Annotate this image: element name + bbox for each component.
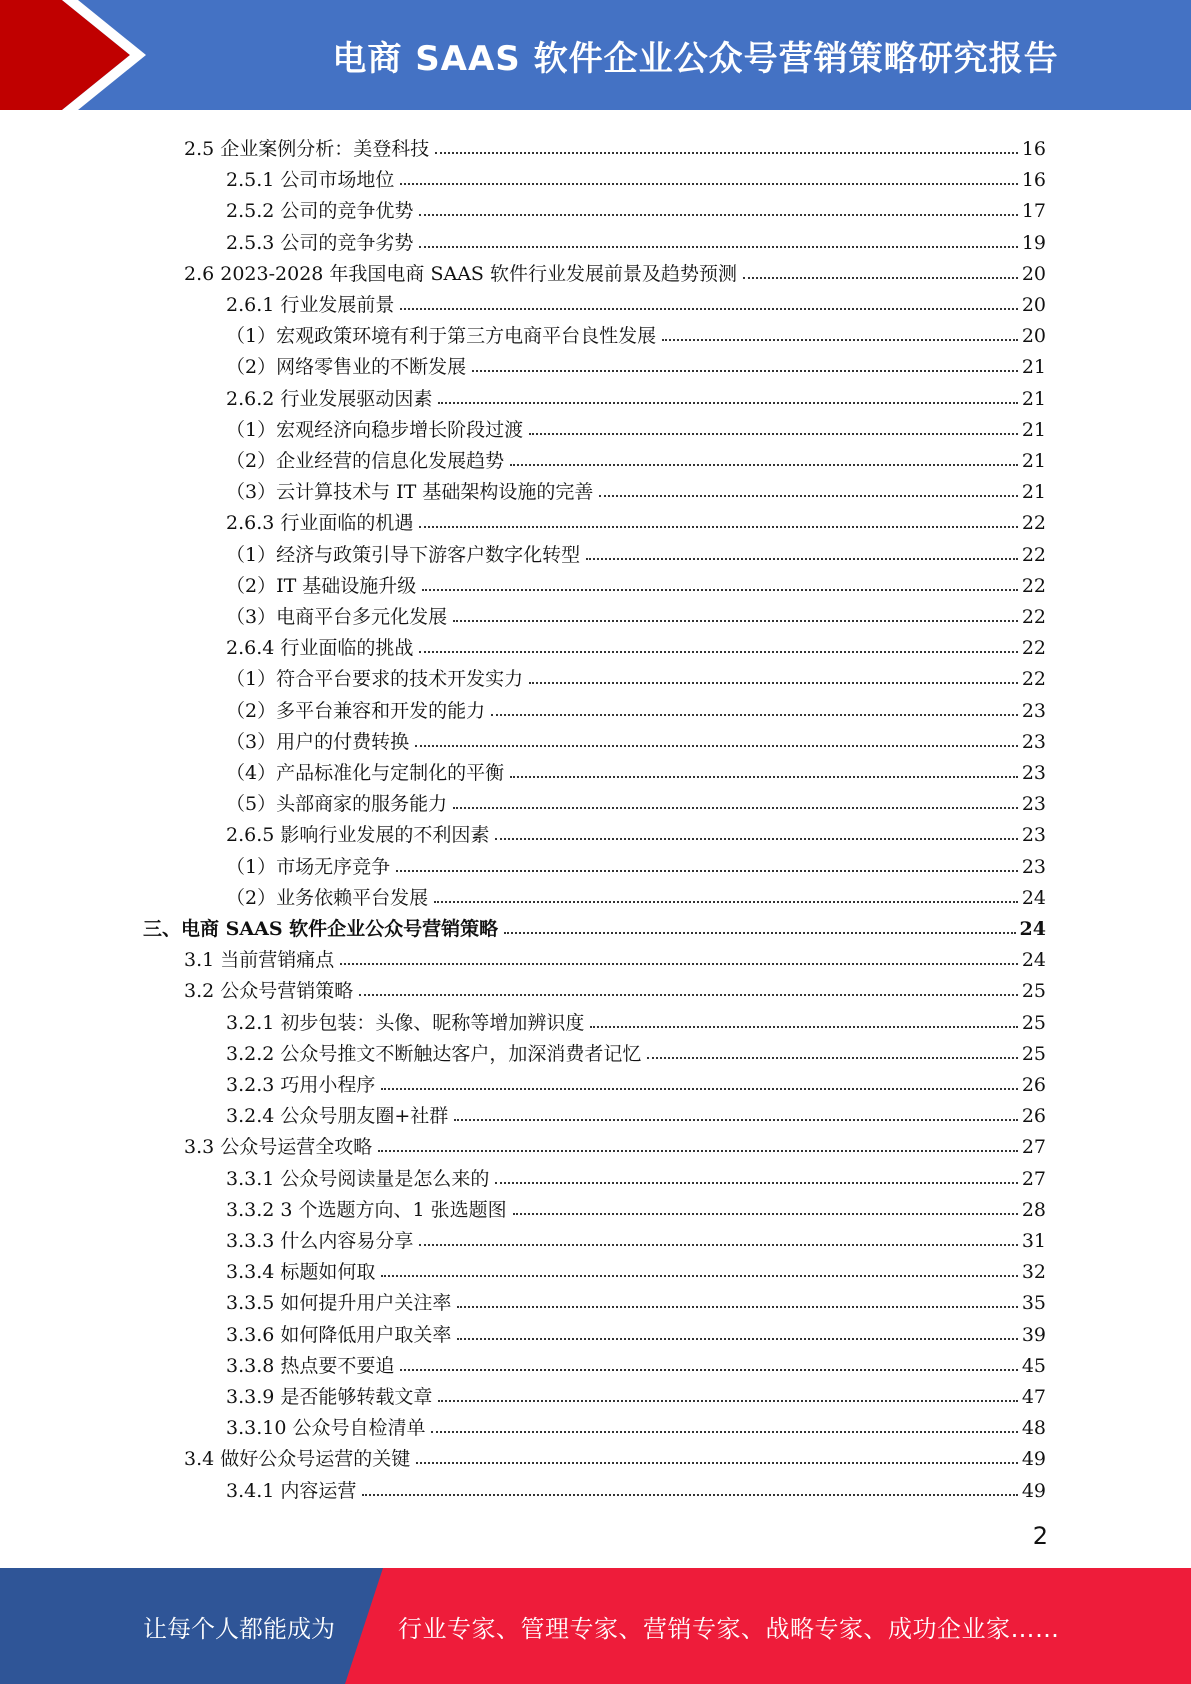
toc-leader-dots: [453, 807, 1018, 809]
toc-leader-dots: [419, 526, 1017, 528]
toc-leader-dots: [419, 246, 1017, 248]
toc-entry-page: 25: [1021, 1042, 1046, 1065]
toc-leader-dots: [419, 214, 1017, 216]
toc-entry-title: 3.1 当前营销痛点: [184, 949, 335, 972]
toc-entry-title: 3.3.10 公众号自检清单: [226, 1417, 426, 1440]
toc-entry[interactable]: [226, 1376, 1046, 1407]
toc-entry-page: 22: [1021, 668, 1046, 691]
toc-entry-page: 31: [1021, 1230, 1046, 1252]
toc-leader-dots: [457, 1338, 1017, 1340]
toc-entry[interactable]: [226, 596, 1046, 627]
toc-entry[interactable]: [226, 1189, 1046, 1220]
toc-leader-dots: [472, 370, 1018, 372]
toc-entry[interactable]: [226, 721, 1046, 752]
toc-entry-title: 3.2.4 公众号朋友圈+社群: [226, 1105, 449, 1128]
toc-leader-dots: [491, 714, 1018, 716]
toc-entry-title: 3.2 公众号营销策略: [184, 980, 354, 1003]
toc-leader-dots: [400, 308, 1017, 310]
toc-entry-title: （1）经济与政策引导下游客户数字化转型: [226, 543, 581, 566]
toc-entry[interactable]: [226, 1282, 1046, 1313]
toc-entry[interactable]: [226, 159, 1046, 190]
toc-entry-page: 24: [1019, 918, 1046, 940]
toc-entry-title: 2.6.2 行业发展驱动因素: [226, 387, 433, 410]
toc-entry-page: 23: [1021, 699, 1046, 722]
page-header: [0, 0, 1191, 110]
toc-leader-dots: [529, 682, 1018, 684]
toc-entry-title: 3.3.2 3 个选题方向、1 张选题图: [226, 1198, 507, 1221]
toc-leader-dots: [419, 1244, 1017, 1246]
toc-entry-page: 16: [1021, 138, 1046, 160]
toc-entry-title: （2）业务依赖平台发展: [226, 886, 429, 909]
toc-entry[interactable]: [226, 1314, 1046, 1345]
toc-entry-page: 20: [1021, 325, 1046, 348]
toc-entry[interactable]: [226, 1033, 1046, 1064]
toc-leader-dots: [419, 651, 1017, 653]
toc-entry-title: （2）网络零售业的不断发展: [226, 356, 467, 379]
toc-entry[interactable]: [226, 690, 1046, 721]
toc-entry-page: 27: [1021, 1167, 1046, 1190]
toc-leader-dots: [434, 901, 1018, 903]
toc-entry-title: 2.5.3 公司的竞争劣势: [226, 231, 414, 254]
toc-entry[interactable]: [226, 877, 1046, 908]
toc-entry-title: 3.3.4 标题如何取: [226, 1261, 376, 1284]
toc-entry-title: 3.4.1 内容运营: [226, 1479, 357, 1502]
toc-entry-page: 26: [1021, 1105, 1046, 1128]
toc-entry[interactable]: [184, 253, 1046, 284]
toc-entry-page: 21: [1021, 481, 1046, 504]
toc-entry-page: 23: [1021, 793, 1046, 816]
toc-entry[interactable]: [226, 284, 1046, 315]
toc-leader-dots: [359, 994, 1018, 996]
toc-entry-title: 2.6.4 行业面临的挑战: [226, 637, 414, 660]
toc-leader-dots: [438, 402, 1017, 404]
toc-entry[interactable]: [184, 1438, 1046, 1469]
toc-entry[interactable]: [143, 908, 1046, 939]
toc-leader-dots: [647, 1057, 1017, 1059]
toc-leader-dots: [378, 1150, 1018, 1152]
toc-entry[interactable]: [226, 440, 1046, 471]
toc-leader-dots: [396, 870, 1018, 872]
toc-entry-title: 三、电商 SAAS 软件企业公众号营销策略: [143, 918, 499, 940]
toc-entry[interactable]: [226, 627, 1046, 658]
toc-entry[interactable]: [226, 1158, 1046, 1189]
toc-leader-dots: [743, 277, 1018, 279]
toc-entry-page: 28: [1021, 1198, 1046, 1221]
toc-entry[interactable]: [226, 471, 1046, 502]
toc-entry[interactable]: [184, 970, 1046, 1001]
toc-entry[interactable]: [226, 814, 1046, 845]
toc-entry-page: 48: [1021, 1417, 1046, 1440]
toc-entry-page: 17: [1021, 200, 1046, 223]
toc-entry-title: （1）宏观政策环境有利于第三方电商平台良性发展: [226, 325, 657, 348]
toc-entry-page: 23: [1021, 855, 1046, 878]
toc-leader-dots: [495, 838, 1017, 840]
toc-entry-title: 3.2.1 初步包装：头像、昵称等增加辨识度: [226, 1011, 585, 1034]
page-number: 2: [1032, 1522, 1048, 1550]
toc-entry-title: 2.6.5 影响行业发展的不利因素: [226, 824, 490, 847]
toc-entry[interactable]: [226, 1470, 1046, 1501]
toc-leader-dots: [400, 1369, 1017, 1371]
toc-leader-dots: [381, 1088, 1017, 1090]
toc-entry-page: 22: [1021, 606, 1046, 628]
toc-entry-title: （2）企业经营的信息化发展趋势: [226, 450, 505, 472]
toc-entry-title: （3）云计算技术与 IT 基础架构设施的完善: [226, 481, 594, 504]
toc-leader-dots: [422, 589, 1018, 591]
toc-entry-page: 22: [1021, 543, 1046, 566]
toc-entry-title: （3）电商平台多元化发展: [226, 606, 448, 628]
toc-entry-page: 23: [1021, 730, 1046, 753]
toc-leader-dots: [586, 558, 1018, 560]
toc-entry-page: 49: [1021, 1448, 1046, 1471]
toc-entry-title: 3.3.1 公众号阅读量是怎么来的: [226, 1167, 490, 1190]
toc-leader-dots: [435, 152, 1018, 154]
toc-entry[interactable]: [226, 222, 1046, 253]
toc-entry[interactable]: [226, 315, 1046, 346]
toc-entry-title: 2.6 2023-2028 年我国电商 SAAS 软件行业发展前景及趋势预测: [184, 262, 737, 285]
toc-leader-dots: [431, 1431, 1017, 1433]
toc-entry-page: 24: [1021, 886, 1046, 909]
toc-leader-dots: [381, 1275, 1017, 1277]
toc-entry[interactable]: [226, 346, 1046, 377]
toc-entry-page: 21: [1021, 387, 1046, 410]
toc-entry-title: 3.2.3 巧用小程序: [226, 1074, 376, 1096]
toc-entry[interactable]: [226, 783, 1046, 814]
toc-leader-dots: [340, 963, 1018, 965]
toc-entry-title: 2.5 企业案例分析：美登科技: [184, 138, 430, 160]
toc-entry-page: 49: [1021, 1479, 1046, 1502]
toc-entry[interactable]: [226, 378, 1046, 409]
toc-entry[interactable]: [226, 1251, 1046, 1282]
toc-leader-dots: [504, 932, 1015, 934]
toc-leader-dots: [599, 495, 1017, 497]
footer-slogan-left: 让每个人都能成为: [143, 1614, 335, 1643]
toc-leader-dots: [454, 1119, 1018, 1121]
toc-entry-title: 2.5.2 公司的竞争优势: [226, 200, 414, 223]
toc-entry-page: 25: [1021, 1011, 1046, 1034]
toc-entry-page: 21: [1021, 356, 1046, 379]
toc-entry-page: 22: [1021, 574, 1046, 597]
toc-entry-page: 25: [1021, 980, 1046, 1003]
toc-entry-page: 23: [1021, 824, 1046, 847]
toc-entry-page: 21: [1021, 418, 1046, 441]
toc-entry[interactable]: [226, 502, 1046, 533]
toc-leader-dots: [362, 1494, 1017, 1496]
toc-entry-page: 22: [1021, 512, 1046, 535]
toc-entry-title: 3.3.8 热点要不要追: [226, 1354, 395, 1377]
footer-slogan-right: 行业专家、管理专家、营销专家、战略专家、成功企业家……: [398, 1614, 1060, 1643]
toc-entry-page: 16: [1021, 169, 1046, 192]
toc-entry-title: 3.3.3 什么内容易分享: [226, 1230, 414, 1252]
toc-entry[interactable]: [184, 1126, 1046, 1157]
toc-entry[interactable]: [226, 1095, 1046, 1126]
toc-entry-title: 2.6.1 行业发展前景: [226, 294, 395, 316]
toc-entry-title: 2.5.1 公司市场地位: [226, 169, 395, 192]
toc-leader-dots: [662, 339, 1018, 341]
toc-entry-title: 3.3 公众号运营全攻略: [184, 1136, 373, 1159]
toc-entry-title: （2）多平台兼容和开发的能力: [226, 699, 486, 722]
toc-leader-dots: [529, 433, 1018, 435]
toc-leader-dots: [495, 1182, 1017, 1184]
document-title: 电商 SAAS 软件企业公众号营销策略研究报告: [332, 38, 1059, 79]
toc-entry[interactable]: [226, 1345, 1046, 1376]
toc-leader-dots: [415, 745, 1018, 747]
toc-entry-page: 45: [1021, 1354, 1046, 1377]
toc-entry[interactable]: [226, 565, 1046, 596]
toc-entry-page: 26: [1021, 1074, 1046, 1096]
toc-entry-title: 3.2.2 公众号推文不断触达客户，加深消费者记忆: [226, 1042, 642, 1065]
toc-entry-page: 22: [1021, 637, 1046, 660]
toc-entry[interactable]: [226, 1064, 1046, 1095]
toc-entry-page: 27: [1021, 1136, 1046, 1159]
toc-entry-page: 24: [1021, 949, 1046, 972]
toc-entry-page: 32: [1021, 1261, 1046, 1284]
toc-leader-dots: [510, 464, 1018, 466]
toc-leader-dots: [457, 1306, 1017, 1308]
toc-entry-page: 20: [1021, 294, 1046, 316]
toc-entry-page: 20: [1021, 262, 1046, 285]
toc-entry-title: （1）符合平台要求的技术开发实力: [226, 668, 524, 691]
toc-entry-page: 23: [1021, 762, 1046, 784]
toc-entry[interactable]: [226, 1002, 1046, 1033]
toc-entry[interactable]: [184, 128, 1046, 159]
toc-entry-title: 3.3.5 如何提升用户关注率: [226, 1292, 452, 1315]
toc-entry[interactable]: [226, 658, 1046, 689]
toc-entry-title: （1）市场无序竞争: [226, 855, 391, 878]
toc-entry-title: 3.3.6 如何降低用户取关率: [226, 1323, 452, 1346]
toc-entry-title: （2）IT 基础设施升级: [226, 574, 417, 597]
toc-leader-dots: [590, 1026, 1017, 1028]
chevron-arrow-icon: [0, 0, 160, 110]
toc-leader-dots: [416, 1462, 1018, 1464]
toc-entry-title: （1）宏观经济向稳步增长阶段过渡: [226, 418, 524, 441]
toc-entry[interactable]: [226, 1407, 1046, 1438]
toc-leader-dots: [513, 1213, 1018, 1215]
toc-entry[interactable]: [226, 1220, 1046, 1251]
toc-leader-dots: [400, 183, 1017, 185]
toc-entry-title: （3）用户的付费转换: [226, 730, 410, 753]
toc-entry-page: 39: [1021, 1323, 1046, 1346]
page-footer: [0, 1568, 1191, 1684]
toc-leader-dots: [438, 1400, 1017, 1402]
toc-entry[interactable]: [184, 939, 1046, 970]
toc-leader-dots: [510, 776, 1018, 778]
toc-leader-dots: [453, 620, 1018, 622]
toc-entry-title: （5）头部商家的服务能力: [226, 793, 448, 816]
toc-entry-title: 3.3.9 是否能够转载文章: [226, 1386, 433, 1408]
toc-entry[interactable]: [226, 846, 1046, 877]
toc-entry[interactable]: [226, 190, 1046, 221]
toc-entry-page: 47: [1021, 1386, 1046, 1408]
toc-entry[interactable]: [226, 752, 1046, 783]
toc-entry[interactable]: [226, 534, 1046, 565]
toc-entry-page: 35: [1021, 1292, 1046, 1315]
toc-entry-page: 19: [1021, 231, 1046, 254]
toc-entry[interactable]: [226, 409, 1046, 440]
toc-entry-title: 2.6.3 行业面临的机遇: [226, 512, 414, 535]
toc-entry-title: 3.4 做好公众号运营的关键: [184, 1448, 411, 1471]
toc-entry-title: （4）产品标准化与定制化的平衡: [226, 762, 505, 784]
toc-entry-page: 21: [1021, 450, 1046, 472]
